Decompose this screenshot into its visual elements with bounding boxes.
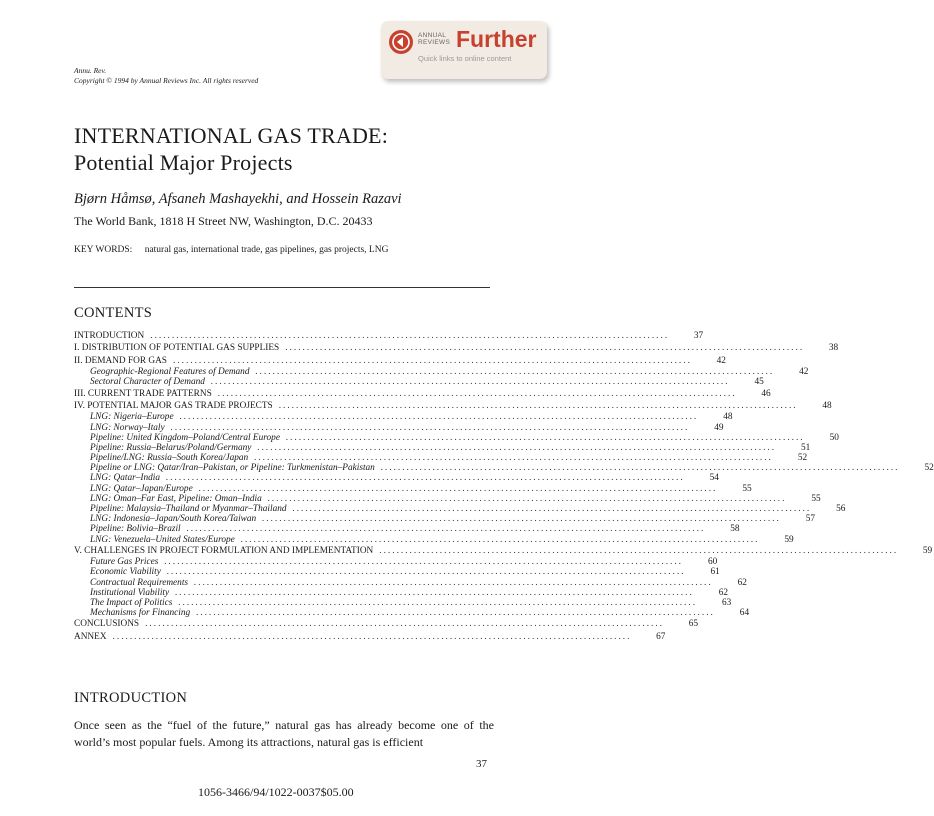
title-line-2: Potential Major Projects [74,150,293,175]
toc-leader-dots: ........................................................................................................................ [210,377,730,388]
toc-entry [74,493,821,504]
introduction-paragraph: Once seen as the “fuel of the future,” natural gas has already become one of the world’s most popular fuels. Among its attractions, natural gas is efficient [74,718,494,749]
toc-entry-label: Pipeline: Bolivia–Brazil [90,524,181,535]
toc-entry-page: 48 [822,400,832,411]
toc-leader-dots: ........................................................................................................................ [170,422,690,433]
toc-entry-label: LNG: Qatar–Japan/Europe [90,483,193,494]
toc-entry [74,473,719,484]
toc-entry-page: 49 [714,422,724,433]
toc-entry-label: Economic Viability [90,567,161,578]
affiliation: The World Bank, 1818 H Street NW, Washington, D.C. 20433 [74,214,373,228]
toc-entry [74,453,808,464]
toc-entry-label: Mechanisms for Financing [90,608,191,619]
toc-entry-page: 38 [828,343,839,354]
toc-entry-label: Future Gas Prices [90,557,159,568]
toc-leader-dots: ........................................................................................................................ [240,534,760,545]
annual-reviews-wordmark [418,32,450,46]
toc-leader-dots: ........................................................................................................................ [278,400,798,411]
toc-entry [74,388,771,400]
toc-entry-label: Pipeline: United Kingdom–Poland/Central Europe [90,432,280,443]
toc-entry [74,367,809,378]
toc-entry-label: Sectoral Character of Demand [90,377,205,388]
keywords [74,245,388,255]
annual-text: ANNUAL [418,32,447,39]
page-number: 37 [476,758,487,770]
toc-entry [74,483,752,494]
toc-leader-dots: ........................................................................................................................ [379,545,899,556]
copyright-line: Copyright © 1994 by Annual Reviews Inc. All rights reserved [74,76,259,85]
toc-entry [74,577,747,588]
toc-entry-page: 54 [709,473,719,484]
toc-entry [74,442,811,453]
toc-entry-label: Geographic-Regional Features of Demand [90,367,250,378]
journal-abbrev: Annu. Rev. [74,66,107,75]
toc-entry-label: Pipeline: Malaysia–Thailand or Myanmar–Thailand [90,504,287,515]
introduction-heading: INTRODUCTION [74,690,188,706]
toc-entry [74,587,729,598]
toc-leader-dots: ........................................................................................................................ [179,412,699,423]
toc-leader-dots: ........................................................................................................................ [178,597,698,608]
toc-entry [74,608,750,619]
toc-leader-dots: ........................................................................................................................ [166,567,686,578]
article-title [74,122,388,176]
toc-entry-page: 50 [829,432,839,443]
title-line-1: INTERNATIONAL GAS TRADE: [74,123,389,148]
toc-entry [74,534,794,545]
toc-entry-page: 55 [742,483,752,494]
annual-reviews-logo-icon [389,30,413,54]
toc-entry-page: 52 [797,453,808,464]
toc-entry [74,422,724,433]
toc-entry-label: LNG: Indonesia–Japan/South Korea/Taiwan [90,514,257,525]
toc-entry-page: 64 [739,608,750,619]
toc-entry [74,514,816,525]
toc-entry-label: V. CHALLENGES IN PROJECT FORMULATION AND IMPLEMENTATION [74,545,374,556]
toc-entry [74,400,832,412]
toc-entry [74,377,764,388]
contents-heading: CONTENTS [74,305,153,321]
toc-leader-dots: ........................................................................................................................ [380,463,900,474]
toc-entry-label: I. DISTRIBUTION OF POTENTIAL GAS SUPPLIES [74,343,280,354]
toc-entry-label: LNG: Venezuela–United States/Europe [90,534,235,545]
toc-entry [74,355,726,367]
toc-entry-label: Pipeline: Russia–Belarus/Poland/Germany [90,442,252,453]
toc-entry [74,618,698,630]
toc-leader-dots: ........................................................................................................................ [254,453,774,464]
toc-leader-dots: ........................................................................................................................ [257,442,777,453]
toc-leader-dots: ........................................................................................................................ [166,473,685,484]
toc-leader-dots: ........................................................................................................................ [255,367,775,378]
toc-leader-dots: ........................................................................................................................ [292,504,812,515]
toc-entry-page: 65 [688,619,698,630]
toc-entry-page: 57 [805,514,816,525]
reviews-text: REVIEWS [418,39,451,46]
toc-entry-label: The Impact of Politics [90,597,173,608]
keywords-value: natural gas, international trade, gas pipelines, gas projects, LNG [144,245,389,255]
further-banner[interactable] [381,21,547,79]
toc-entry [74,567,720,578]
toc-entry-label: LNG: Oman–Far East, Pipeline: Oman–India [90,493,262,504]
toc-entry [74,330,704,342]
toc-entry [74,463,934,474]
toc-leader-dots: ........................................................................................................................ [267,493,787,504]
toc-entry-page: 48 [723,412,733,423]
toc-entry-page: 55 [811,493,821,504]
toc-entry [74,557,718,568]
toc-leader-dots: ........................................................................................................................ [164,557,684,568]
toc-entry-page: 51 [801,442,811,453]
toc-entry-label: Institutional Viability [90,587,170,598]
toc-entry-page: 62 [737,577,747,588]
toc-entry-page: 60 [707,557,718,568]
toc-leader-dots: ........................................................................................................................ [112,631,632,642]
toc-leader-dots: ........................................................................................................................ [172,355,692,366]
further-subtitle: Quick links to online content [418,54,512,63]
toc-leader-dots: ........................................................................................................................ [285,432,805,443]
further-label: Further [456,26,537,52]
toc-entry [74,524,740,535]
toc-entry-page: 62 [718,587,729,598]
toc-leader-dots: ........................................................................................................................ [186,524,706,535]
toc-entry-page: 42 [716,355,726,366]
toc-entry [74,342,839,354]
toc-entry-page: 52 [924,463,934,474]
toc-entry-page: 67 [656,631,666,642]
toc-entry-page: 45 [754,377,764,388]
toc-leader-dots: ........................................................................................................................ [262,514,782,525]
toc-leader-dots: ........................................................................................................................ [145,619,664,630]
toc-entry-label: LNG: Nigeria–Europe [90,412,174,423]
keywords-label: KEY WORDS: [74,245,133,255]
toc-entry [74,504,846,515]
toc-entry-label: Pipeline or LNG: Qatar/Iran–Pakistan, or Pipeline: Turkmenistan–Pakistan [90,463,375,474]
toc-leader-dots: ........................................................................................................................ [194,577,713,588]
toc-entry-label: LNG: Qatar–India [90,473,160,484]
toc-entry-page: 63 [721,597,732,608]
table-of-contents [74,330,934,643]
toc-leader-dots: ........................................................................................................................ [285,343,805,354]
authors: Bjørn Håmsø, Afsaneh Mashayekhi, and Hossein Razavi [74,191,402,207]
toc-leader-dots: ........................................................................................................................ [150,331,670,341]
toc-entry-label: Contractual Requirements [90,577,189,588]
toc-entry [74,412,733,423]
toc-entry-page: 59 [784,534,794,545]
toc-leader-dots: ........................................................................................................................ [198,483,718,494]
toc-entry-label: III. CURRENT TRADE PATTERNS [74,388,212,399]
toc-entry-label: LNG: Norway–Italy [90,422,165,433]
toc-entry-page: 59 [922,545,933,556]
toc-entry-label: ANNEX [74,631,107,642]
toc-leader-dots: ........................................................................................................................ [175,587,695,598]
toc-entry-page: 46 [761,388,771,399]
footer-code: 1056-3466/94/1022-0037$05.00 [198,785,354,799]
journal-info [74,66,258,86]
toc-entry-page: 37 [693,331,704,341]
toc-entry-page: 56 [836,504,846,515]
toc-entry [74,545,933,557]
toc-entry-page: 61 [710,567,720,578]
toc-entry [74,432,839,443]
toc-entry-label: II. DEMAND FOR GAS [74,355,167,366]
toc-entry [74,631,666,643]
divider [74,287,490,288]
toc-entry-label: CONCLUSIONS [74,619,140,630]
toc-entry-page: 42 [799,367,809,378]
toc-entry-label: IV. POTENTIAL MAJOR GAS TRADE PROJECTS [74,400,273,411]
toc-entry-label: Pipeline/LNG: Russia–South Korea/Japan [90,453,249,464]
toc-entry-label: INTRODUCTION [74,331,145,341]
toc-leader-dots: ........................................................................................................................ [196,608,716,619]
toc-leader-dots: ........................................................................................................................ [217,388,737,399]
toc-entry-page: 58 [730,524,740,535]
toc-entry [74,597,732,608]
